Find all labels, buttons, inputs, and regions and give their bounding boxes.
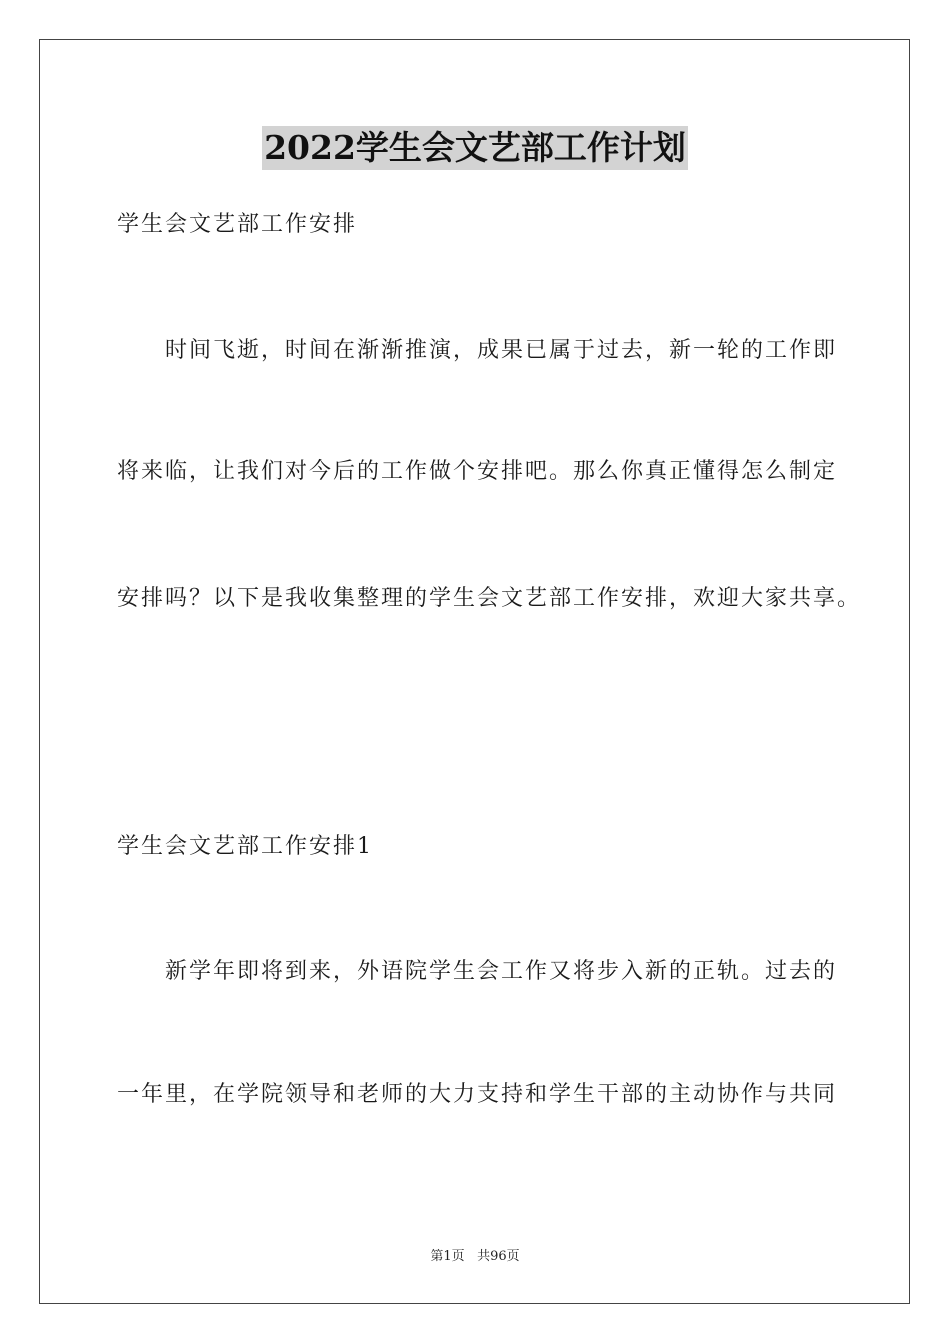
paragraph-line: 安排吗？以下是我收集整理的学生会文艺部工作安排，欢迎大家共享。 <box>117 586 862 611</box>
document-title: 2022学生会文艺部工作计划 <box>262 126 688 170</box>
paragraph-line: 一年里，在学院领导和老师的大力支持和学生干部的主动协作与共同 <box>117 1082 838 1107</box>
paragraph-line: 将来临，让我们对今后的工作做个安排吧。那么你真正懂得怎么制定 <box>117 459 838 484</box>
paragraph-line: 新学年即将到来，外语院学生会工作又将步入新的正轨。过去的 <box>165 959 838 984</box>
paragraph-line: 时间飞逝，时间在渐渐推演，成果已属于过去，新一轮的工作即 <box>165 338 838 363</box>
section-heading: 学生会文艺部工作安排1 <box>117 834 373 859</box>
title-container <box>0 126 950 170</box>
footer-spacer <box>465 1249 477 1264</box>
page-footer <box>0 1248 950 1266</box>
section-heading: 学生会文艺部工作安排 <box>117 212 358 237</box>
page-number: 第1页 <box>430 1249 465 1264</box>
page-total: 共96页 <box>477 1249 520 1264</box>
